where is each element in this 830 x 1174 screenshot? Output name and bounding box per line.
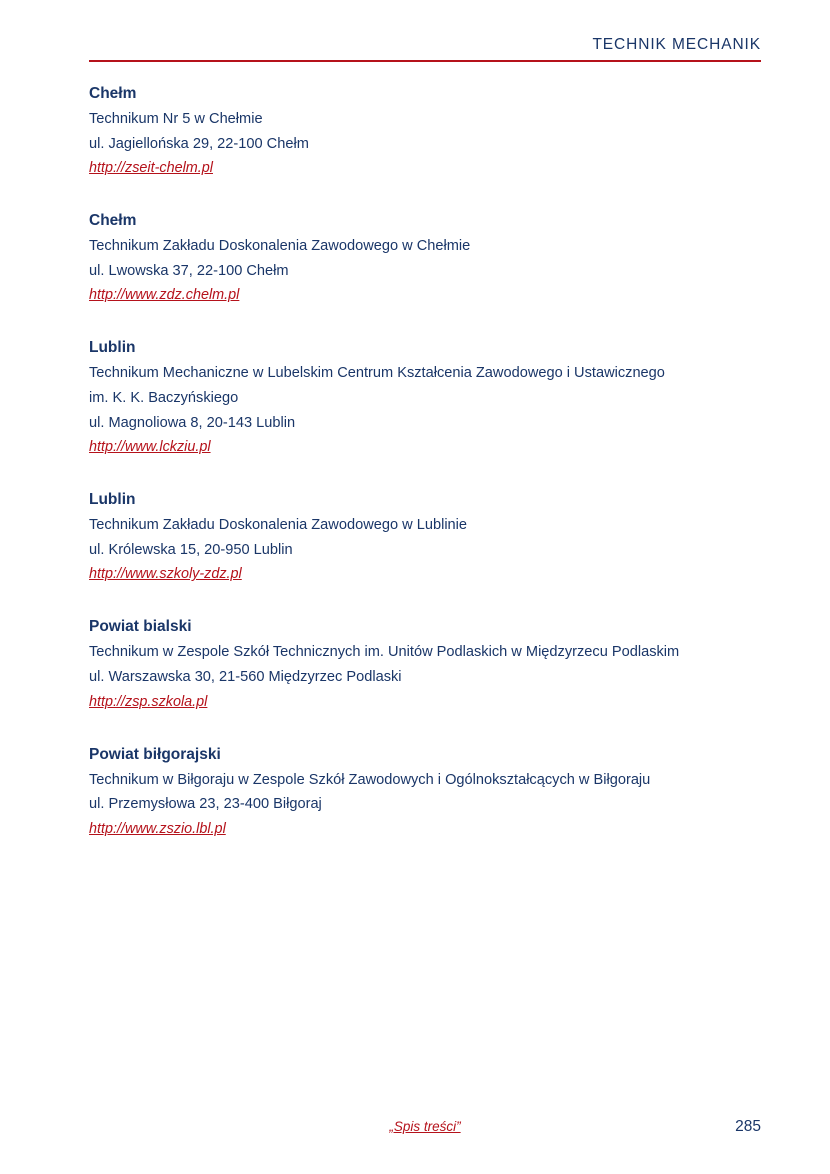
table-of-contents-link[interactable]: „Spis treści” — [389, 1119, 461, 1134]
entry-url-link[interactable]: http://zseit-chelm.pl — [89, 160, 213, 177]
page-header — [89, 36, 761, 62]
entry-city: Chełm — [89, 212, 137, 230]
entry-address: ul. Królewska 15, 20-950 Lublin — [89, 541, 293, 558]
page-footer — [89, 1118, 761, 1136]
entry-url-link[interactable]: http://zsp.szkola.pl — [89, 693, 208, 710]
school-entry — [89, 82, 769, 180]
school-entry — [89, 209, 769, 307]
entry-address: ul. Lwowska 37, 22-100 Chełm — [89, 262, 289, 279]
entry-address: ul. Magnoliowa 8, 20-143 Lublin — [89, 414, 296, 431]
school-list — [89, 82, 769, 870]
entry-address: ul. Warszawska 30, 21-560 Międzyrzec Podlaski — [89, 668, 402, 685]
entry-city: Chełm — [89, 85, 137, 102]
entry-url-link[interactable]: http://www.lckziu.pl — [89, 439, 211, 456]
entry-address: ul. Jagiellońska 29, 22-100 Chełm — [89, 135, 309, 152]
entry-url-link[interactable]: http://www.szkoly-zdz.pl — [89, 566, 242, 583]
entry-city: Lublin — [89, 491, 136, 509]
entry-url-link[interactable]: http://www.zszio.lbl.pl — [89, 820, 226, 837]
entry-school-name: Technikum Nr 5 w Chełmie — [89, 111, 263, 128]
header-title: TECHNIK MECHANIK — [592, 36, 761, 53]
entry-school-name: Technikum w Zespole Szkół Technicznych im. Unitów Podlaskich w Międzyrzecu Podlaskim — [89, 644, 680, 661]
page-number: 285 — [735, 1118, 761, 1135]
school-entry — [89, 488, 769, 586]
entry-school-name: Technikum Mechaniczne w Lubelskim Centrum Kształcenia Zawodowego i Ustawicznego — [89, 365, 665, 382]
entry-city: Powiat bialski — [89, 618, 192, 636]
entry-school-name: Technikum Zakładu Doskonalenia Zawodowego w Chełmie — [89, 238, 471, 255]
header-divider — [89, 60, 761, 62]
school-entry — [89, 743, 769, 841]
entry-url-link[interactable]: http://www.zdz.chelm.pl — [89, 287, 240, 304]
entry-school-name: Technikum Zakładu Doskonalenia Zawodowego w Lublinie — [89, 517, 468, 534]
school-entry — [89, 615, 769, 713]
school-entry — [89, 336, 769, 459]
entry-city: Powiat biłgorajski — [89, 745, 221, 763]
entry-address: ul. Przemysłowa 23, 23-400 Biłgoraj — [89, 796, 322, 813]
entry-city: Lublin — [89, 339, 136, 357]
entry-school-name: Technikum w Biłgoraju w Zespole Szkół Zawodowych i Ogólnokształcących w Biłgoraju — [89, 771, 651, 788]
entry-school-name-cont: im. K. K. Baczyńskiego — [89, 390, 239, 406]
